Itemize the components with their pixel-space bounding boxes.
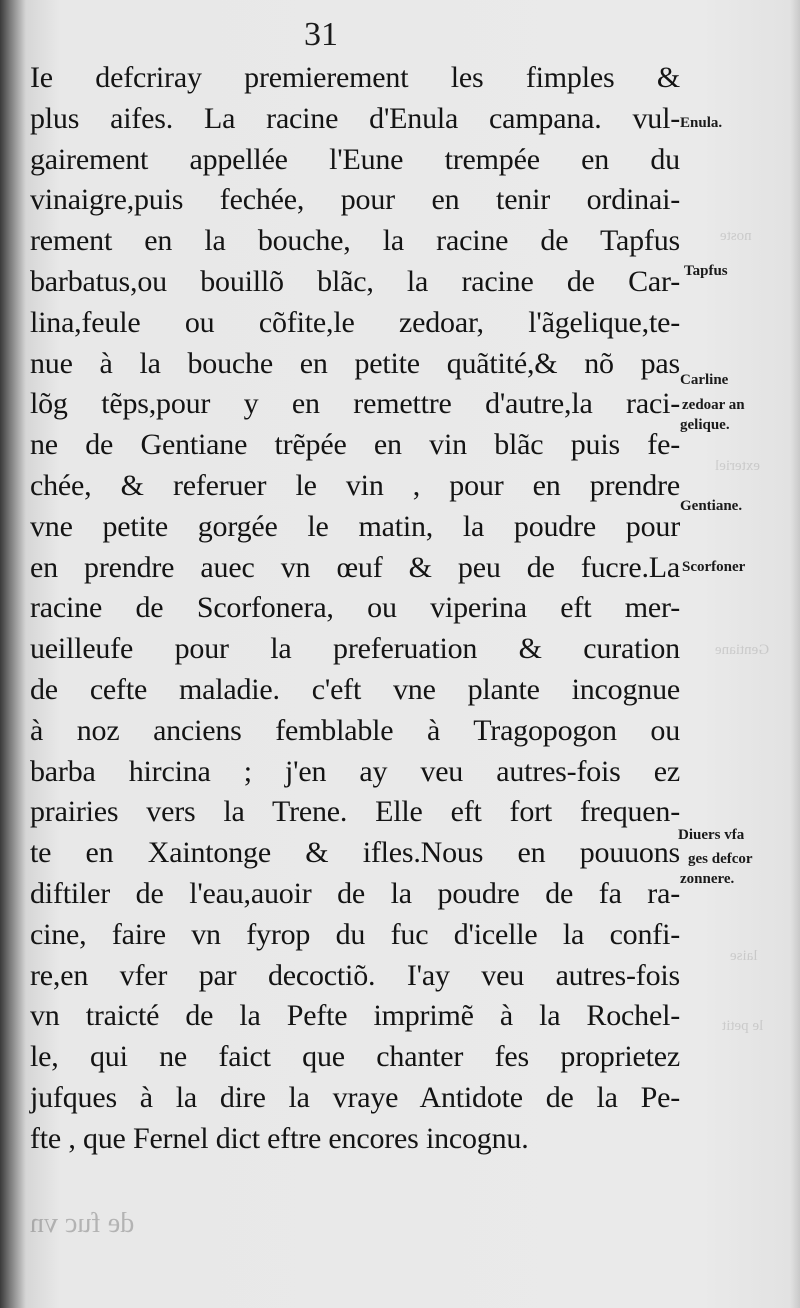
text-line: re,en vfer par decoctiõ. I'ay veu autres-fois xyxy=(30,958,680,992)
text-line: à noz anciens femblable à Tragopogon ou xyxy=(30,713,680,747)
margin-note: Tapfus xyxy=(684,263,728,279)
margin-note: Gentiane. xyxy=(680,498,743,514)
text-line: nue à la bouche en petite quãtité,& nõ pas xyxy=(30,346,680,380)
margin-note: Enula. xyxy=(680,115,723,131)
main-text-block xyxy=(30,58,680,1160)
text-line: de cefte maladie. c'eft vne plante incognue xyxy=(30,672,680,706)
text-line: barba hircina ; j'en ay veu autres-fois ez xyxy=(30,754,680,788)
margin-note: Scorfoner xyxy=(682,559,746,575)
text-line: lina,feule ou cõfite,le zedoar, l'ãgelique,te- xyxy=(30,305,680,339)
text-line: ueilleufe pour la preferuation & curation xyxy=(30,632,680,666)
text-line: vne petite gorgée le matin, la poudre pour xyxy=(30,509,680,543)
margin-note: gelique. xyxy=(680,417,730,433)
text-line: le, qui ne faict que chanter fes proprietez xyxy=(30,1040,680,1074)
bleed-through-text: le petit xyxy=(722,1018,764,1034)
text-line: Ie defcriray premierement les fimples & xyxy=(30,61,680,94)
text-line: barbatus,ou bouillõ blãc, la racine de Car- xyxy=(30,264,680,298)
bleed-through-text: laise xyxy=(730,948,758,964)
text-line: diftiler de l'eau,auoir de la poudre de fa ra- xyxy=(30,876,680,910)
margin-note: zedoar an xyxy=(682,397,745,413)
text-line: lõg tẽps,pour y en remettre d'autre,la raci- xyxy=(30,387,680,421)
margin-note: Carline xyxy=(680,372,729,388)
bleed-through-text: exteriel xyxy=(715,458,760,474)
margin-note: Diuers vfa xyxy=(678,827,745,843)
text-line: jufques à la dire la vraye Antidote de la Pe- xyxy=(30,1080,680,1114)
margin-note: zonnere. xyxy=(680,871,735,887)
bleed-through-text: de fuc vn xyxy=(30,1208,135,1239)
text-line: fte , que Fernel dict eftre encores incognu. xyxy=(30,1121,529,1155)
text-line: cine, faire vn fyrop du fuc d'icelle la confi- xyxy=(30,917,680,951)
text-line: vn traicté de la Pefte imprimẽ à la Rochel- xyxy=(30,999,680,1033)
text-line: ne de Gentiane trẽpée en vin blãc puis fe- xyxy=(30,428,680,462)
bleed-through-text: Gentiane xyxy=(715,642,770,658)
text-line: gairement appellée l'Eune trempée en du xyxy=(30,142,680,176)
margin-note: ges defcor xyxy=(688,851,753,867)
text-line: vinaigre,puis fechée, pour en tenir ordinai- xyxy=(30,183,680,217)
text-line: racine de Scorfonera, ou viperina eft mer- xyxy=(30,591,680,625)
text-line: rement en la bouche, la racine de Tapfus xyxy=(30,224,680,258)
text-line: chée, & referuer le vin , pour en prendre xyxy=(30,468,680,502)
text-line: te en Xaintonge & ifles.Nous en pouuons xyxy=(30,836,680,870)
bleed-through-text: noste xyxy=(720,228,752,244)
text-line: en prendre auec vn œuf & peu de fucre.La xyxy=(30,550,680,584)
page-number: 31 xyxy=(304,16,338,53)
text-line: plus aifes. La racine d'Enula campana. vul- xyxy=(30,101,680,135)
text-line: prairies vers la Trene. Elle eft fort frequen- xyxy=(30,795,680,829)
